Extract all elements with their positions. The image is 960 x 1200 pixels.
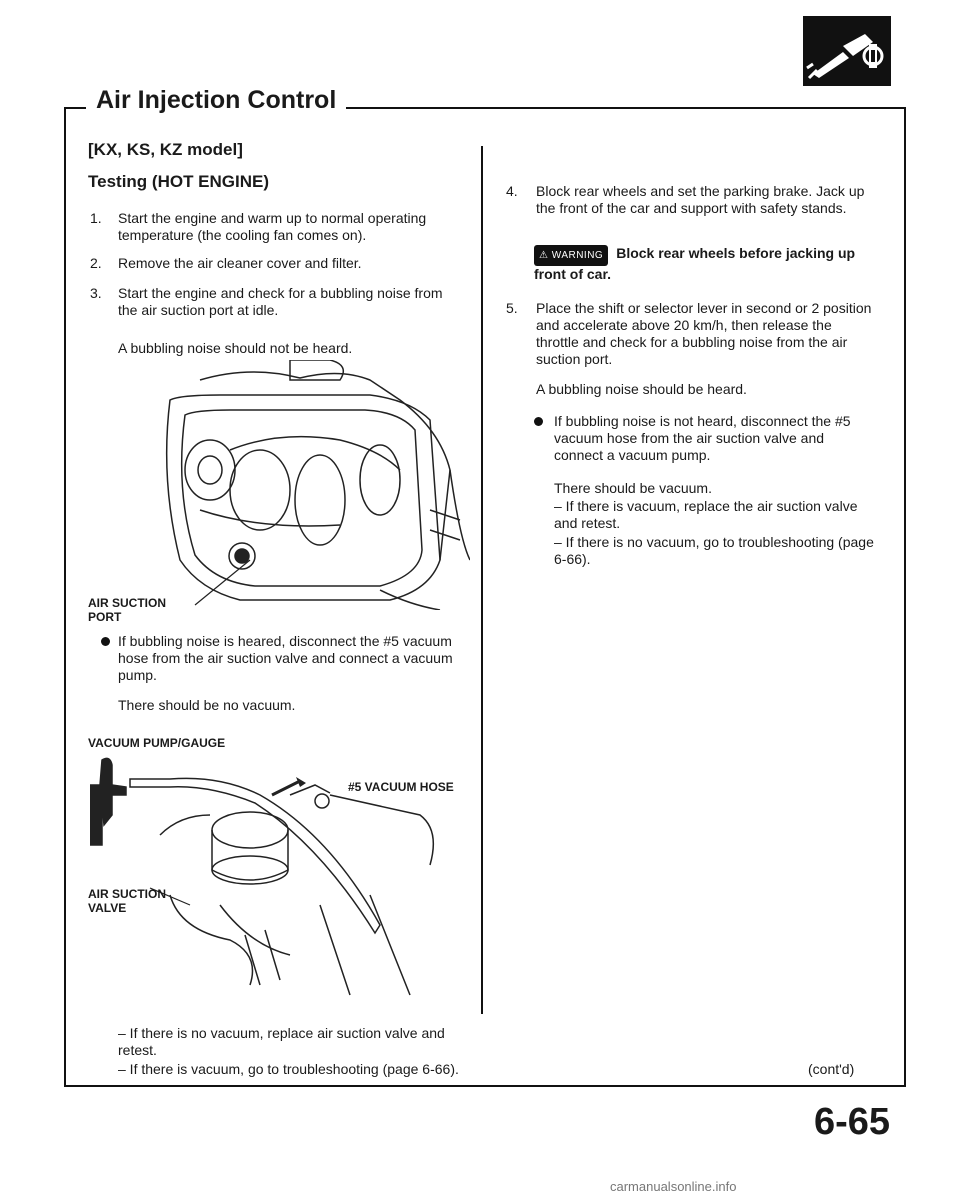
bullet-text: If bubbling noise is not heard, disconnect the #5 vacuum hose from the air suction valve and connect a vacuum pump.	[554, 413, 851, 463]
warning-block	[534, 245, 874, 283]
step-text: Place the shift or selector lever in second or 2 position and accelerate above 20 km/h, then release the throttle and check for a bubbling noise from the air suction port.	[536, 300, 872, 367]
title-rule	[64, 107, 86, 109]
air-suction-valve-label: AIR SUCTION VALVE	[88, 887, 166, 915]
step-number: 4.	[506, 183, 518, 199]
air-suction-port-label: AIR SUCTION PORT	[88, 596, 166, 624]
step-text: Start the engine and warm up to normal operating temperature (the cooling fan comes on).	[118, 210, 427, 243]
section-logo	[803, 16, 891, 86]
dash-line: – If there is vacuum, replace the air suction valve and retest.	[554, 498, 858, 531]
model-heading: [KX, KS, KZ model]	[88, 140, 243, 159]
footer-watermark: carmanualsonline.info	[610, 1179, 737, 1194]
warning-badge: ⚠ WARNING	[534, 245, 608, 266]
step-number: 2.	[90, 255, 102, 271]
dash-line: – If there is no vacuum, replace air suction valve and retest.	[118, 1025, 445, 1058]
continued-label: (cont'd)	[808, 1061, 855, 1077]
dash-line: – If there is no vacuum, go to troubleshooting (page 6-66).	[554, 534, 874, 567]
test-heading: Testing (HOT ENGINE)	[88, 172, 270, 191]
step-number: 3.	[90, 285, 102, 301]
port-leader-line	[190, 550, 260, 610]
page-number: 6-65	[813, 1101, 890, 1143]
bullet-text: If bubbling noise is heared, disconnect the #5 vacuum hose from the air suction valve and connect a vacuum pump.	[118, 633, 453, 683]
no-vacuum-text: There should be no vacuum.	[118, 697, 296, 713]
dash-line: – If there is vacuum, go to troubleshooting (page 6-66).	[118, 1061, 459, 1077]
vacuum-text: There should be vacuum.	[554, 480, 712, 496]
result-text: A bubbling noise should not be heard.	[118, 340, 353, 356]
step-number: 1.	[90, 210, 102, 226]
vacuum-hose-label: #5 VACUUM HOSE	[348, 780, 454, 794]
column-divider	[481, 146, 483, 1014]
page-title: Air Injection Control	[86, 86, 346, 115]
bullet-dot	[534, 417, 543, 426]
result-text: A bubbling noise should be heard.	[536, 381, 747, 397]
step-number: 5.	[506, 300, 518, 316]
step-text: Start the engine and check for a bubbling noise from the air suction port at idle.	[118, 285, 443, 318]
bullet-dot	[101, 637, 110, 646]
engine-emission-icon	[803, 16, 891, 86]
step-text: Remove the air cleaner cover and filter.	[118, 255, 362, 271]
warning-text: Block rear wheels before jacking up front of car.	[534, 245, 856, 282]
vacuum-pump-label: VACUUM PUMP/GAUGE	[88, 736, 226, 750]
step-text: Block rear wheels and set the parking brake. Jack up the front of the car and support with safety stands.	[536, 183, 865, 216]
